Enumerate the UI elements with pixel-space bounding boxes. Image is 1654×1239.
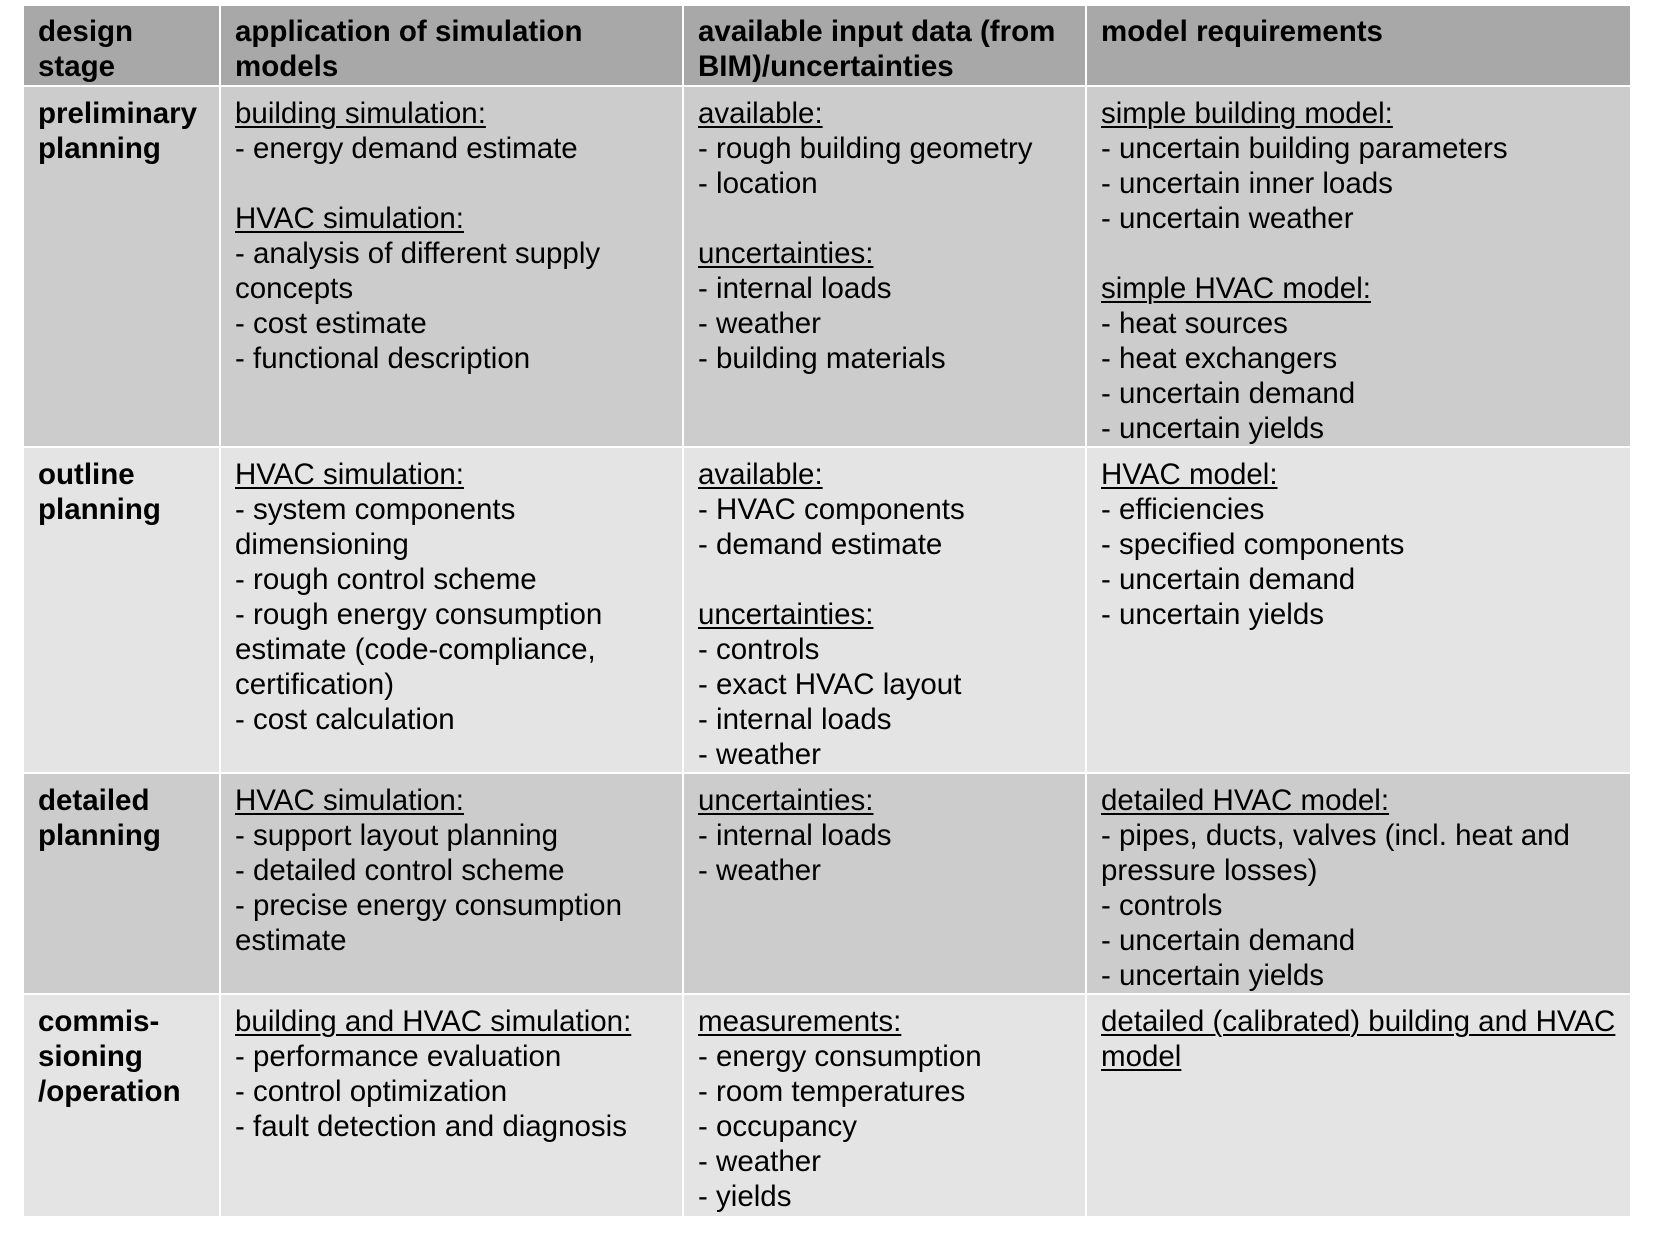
stage-label: preliminary planning <box>24 86 220 447</box>
cell-section <box>698 236 1073 376</box>
section-item: - functional description <box>235 342 531 375</box>
section-item: - uncertain demand <box>1101 924 1356 957</box>
cell-section <box>1101 271 1618 446</box>
model-requirements-cell <box>1086 447 1630 773</box>
section-title: HVAC model: <box>1101 458 1278 491</box>
section-item: - weather <box>698 738 821 771</box>
section-item: - detailed control scheme <box>235 854 565 887</box>
section-title: detailed (calibrated) building and HVAC model <box>1101 1005 1616 1073</box>
section-item: - control optimization <box>235 1075 508 1108</box>
section-item: - pipes, ducts, valves (incl. heat and pressure losses) <box>1101 819 1570 887</box>
section-title: HVAC simulation: <box>235 458 464 491</box>
section-title: uncertainties: <box>698 237 874 270</box>
section-item: - precise energy consumption estimate <box>235 889 622 957</box>
section-item: - room temperatures <box>698 1075 966 1108</box>
header-design-stage: design stage <box>24 6 220 86</box>
header-model-requirements: model requirements <box>1086 6 1630 86</box>
table-row <box>24 86 1630 447</box>
section-item: - uncertain yields <box>1101 412 1324 445</box>
section-item: - HVAC components <box>698 493 965 526</box>
stage-label: detailed planning <box>24 773 220 994</box>
section-item: - uncertain building parameters <box>1101 132 1508 165</box>
section-item: - cost estimate <box>235 307 427 340</box>
section-item: - energy demand estimate <box>235 132 578 165</box>
cell-section <box>235 96 670 166</box>
design-stage-table <box>24 6 1630 1216</box>
section-title: simple building model: <box>1101 97 1393 130</box>
section-item: - cost calculation <box>235 703 455 736</box>
table-row <box>24 994 1630 1216</box>
section-item: - efficiencies <box>1101 493 1265 526</box>
input-data-cell <box>683 773 1086 994</box>
section-title: HVAC simulation: <box>235 202 464 235</box>
section-item: - heat exchangers <box>1101 342 1338 375</box>
section-title: HVAC simulation: <box>235 784 464 817</box>
section-item: - rough building geometry <box>698 132 1033 165</box>
section-item: - support layout planning <box>235 819 559 852</box>
section-item: - occupancy <box>698 1110 858 1143</box>
cell-section <box>235 783 670 958</box>
input-data-cell <box>683 447 1086 773</box>
cell-section <box>698 1004 1073 1214</box>
section-item: - weather <box>698 854 821 887</box>
cell-section <box>1101 96 1618 236</box>
section-item: - system components dimensioning <box>235 493 516 561</box>
section-title: building simulation: <box>235 97 486 130</box>
stage-label: commis-sioning /operation <box>24 994 220 1216</box>
application-cell <box>220 447 683 773</box>
application-cell <box>220 86 683 447</box>
model-requirements-cell <box>1086 994 1630 1216</box>
cell-section <box>1101 457 1618 632</box>
section-title: available: <box>698 97 823 130</box>
input-data-cell <box>683 86 1086 447</box>
section-item: - internal loads <box>698 819 892 852</box>
section-item: - controls <box>698 633 820 666</box>
section-item: - building materials <box>698 342 946 375</box>
section-item: - uncertain weather <box>1101 202 1354 235</box>
section-item: - performance evaluation <box>235 1040 562 1073</box>
section-item: - weather <box>698 1145 821 1178</box>
section-title: building and HVAC simulation: <box>235 1005 632 1038</box>
cell-section <box>698 96 1073 201</box>
cell-section <box>698 783 1073 888</box>
section-title: simple HVAC model: <box>1101 272 1371 305</box>
section-item: - rough control scheme <box>235 563 537 596</box>
stage-label: outline planning <box>24 447 220 773</box>
section-item: - controls <box>1101 889 1223 922</box>
model-requirements-cell <box>1086 773 1630 994</box>
cell-section <box>698 597 1073 772</box>
section-item: - yields <box>698 1180 792 1213</box>
section-title: uncertainties: <box>698 598 874 631</box>
header-application: application of simulation models <box>220 6 683 86</box>
cell-section <box>1101 783 1618 993</box>
section-item: - heat sources <box>1101 307 1288 340</box>
application-cell <box>220 773 683 994</box>
input-data-cell <box>683 994 1086 1216</box>
section-item: - uncertain yields <box>1101 959 1324 992</box>
section-item: - demand estimate <box>698 528 943 561</box>
header-input-data: available input data (from BIM)/uncertainties <box>683 6 1086 86</box>
section-item: - internal loads <box>698 703 892 736</box>
section-title: measurements: <box>698 1005 902 1038</box>
table-row <box>24 447 1630 773</box>
section-item: - analysis of different supply concepts <box>235 237 601 305</box>
section-item: - fault detection and diagnosis <box>235 1110 627 1143</box>
table-row <box>24 773 1630 994</box>
section-item: - uncertain inner loads <box>1101 167 1393 200</box>
section-item: - weather <box>698 307 821 340</box>
section-item: - uncertain demand <box>1101 563 1356 596</box>
section-item: - uncertain demand <box>1101 377 1356 410</box>
section-item: - specified components <box>1101 528 1405 561</box>
application-cell <box>220 994 683 1216</box>
cell-section <box>235 201 670 376</box>
section-item: - location <box>698 167 818 200</box>
cell-section <box>698 457 1073 562</box>
section-title: uncertainties: <box>698 784 874 817</box>
section-item: - uncertain yields <box>1101 598 1324 631</box>
model-requirements-cell <box>1086 86 1630 447</box>
header-row <box>24 6 1630 86</box>
section-item: - exact HVAC layout <box>698 668 962 701</box>
cell-section <box>1101 1004 1618 1074</box>
section-item: - internal loads <box>698 272 892 305</box>
section-item: - rough energy consumption estimate (code-compliance, certification) <box>235 598 603 701</box>
section-title: detailed HVAC model: <box>1101 784 1390 817</box>
cell-section <box>235 1004 670 1144</box>
section-title: available: <box>698 458 823 491</box>
cell-section <box>235 457 670 737</box>
section-item: - energy consumption <box>698 1040 982 1073</box>
